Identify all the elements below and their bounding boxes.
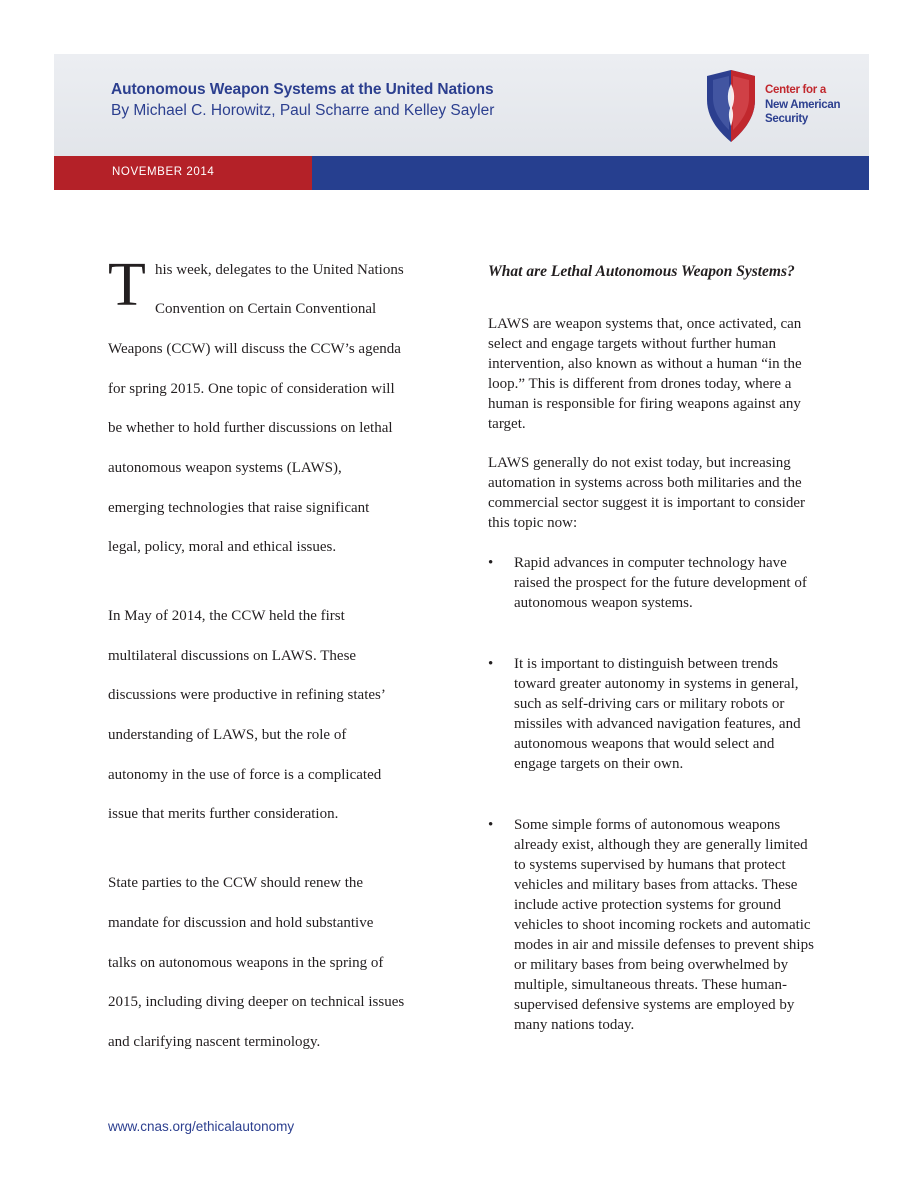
body-line: 2015, including diving deeper on technical issues [108, 994, 405, 1010]
body-line: Weapons (CCW) will discuss the CCW’s agenda [108, 341, 401, 357]
body-line: In May of 2014, the CCW held the first [108, 608, 345, 624]
bullet-item: Rapid advances in computer technology have raised the prospect for the future development of autonomous weapon systems. [514, 555, 807, 611]
body-line: talks on autonomous weapons in the spring of [108, 955, 384, 971]
bullet-icon: • [488, 817, 494, 833]
bullet-icon: • [488, 656, 494, 672]
cnas-shield-logo [703, 70, 759, 142]
sidebar-paragraph: LAWS generally do not exist today, but increasing automation in systems across both militaries and the commercial sector suggest it is important to consider this topic now: [488, 455, 806, 531]
body-line: issue that merits further consideration. [108, 806, 339, 822]
body-line: his week, delegates to the United Nations [155, 262, 404, 278]
body-line: mandate for discussion and hold substantive [108, 915, 374, 931]
body-line: emerging technologies that raise significant [108, 500, 370, 516]
footer-link[interactable]: www.cnas.org/ethicalautonomy [108, 1119, 295, 1134]
report-authors: By Michael C. Horowitz, Paul Scharre and Kelley Sayler [111, 102, 495, 119]
body-line: for spring 2015. One topic of consideration will [108, 381, 395, 397]
report-title: Autonomous Weapon Systems at the United Nations [111, 81, 494, 98]
date-bar-blue [312, 156, 869, 190]
publication-date: NOVEMBER 2014 [112, 166, 215, 178]
sidebar-paragraph: LAWS are weapon systems that, once activated, can select and engage targets without further human intervention, also known as without a human “in the loop.” This is different from drones today, where a human is responsible for firing weapons against any target. [488, 316, 802, 432]
logo-line-2: New American [765, 98, 841, 111]
bullet-icon: • [488, 555, 494, 571]
body-line: be whether to hold further discussions on lethal [108, 420, 393, 436]
logo-line-1: Center for a [765, 84, 826, 96]
body-line: understanding of LAWS, but the role of [108, 727, 347, 743]
body-line: legal, policy, moral and ethical issues. [108, 539, 337, 555]
body-line: autonomy in the use of force is a complicated [108, 767, 382, 783]
bullet-item: Some simple forms of autonomous weapons already exist, although they are generally limited to systems supervised by humans that protect vehicles and military bases from attacks. These include active protection systems for ground vehicles to shoot incoming rockets and automatic modes in air and missile defenses to prevent ships or military bases from being overwhelmed by multiple, simultaneous threats. These human-supervised defensive systems are employed by many nations today. [514, 817, 814, 1033]
body-line: discussions were productive in refining states’ [108, 687, 386, 703]
sidebar-heading: What are Lethal Autonomous Weapon Systems? [488, 263, 795, 280]
body-line: multilateral discussions on LAWS. These [108, 648, 357, 664]
body-line: and clarifying nascent terminology. [108, 1034, 321, 1050]
bullet-item: It is important to distinguish between trends toward greater autonomy in systems in general, such as self-driving cars or military robots or missiles with advanced navigation features, and autonomous weapons that would select and engage targets on their own. [514, 656, 801, 772]
body-line: autonomous weapon systems (LAWS), [108, 460, 342, 476]
cnas-wordmark [765, 83, 840, 127]
logo-line-3: Security [765, 113, 808, 125]
drop-cap: T [108, 251, 146, 319]
body-line: Convention on Certain Conventional [155, 301, 377, 317]
body-line: State parties to the CCW should renew the [108, 875, 364, 891]
